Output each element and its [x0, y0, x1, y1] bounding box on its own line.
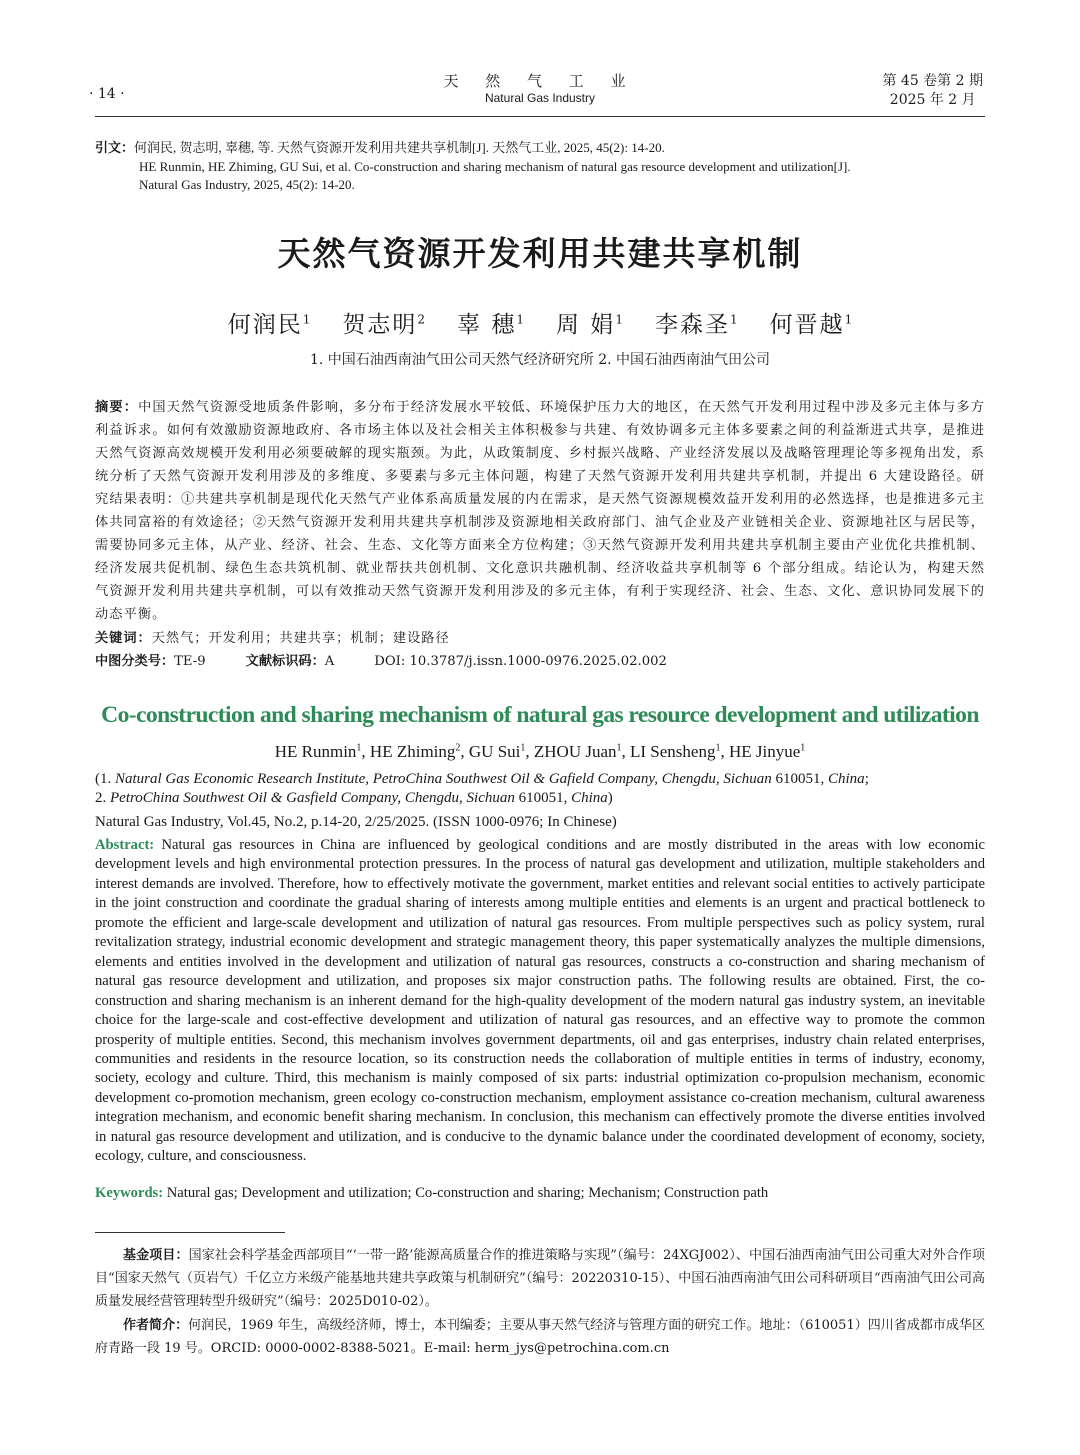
- author-en: LI Sensheng$^1$: [630, 742, 721, 761]
- funding-text: 国家社会科学基金西部项目“‘一带一路’能源高质量合作的推进策略与实现”（编号：24XGJ002）、中国石油西南油气田公司重大对外合作项目“国家天然气（页岩气）千亿立方米级产能基地共建共享政策与机制研究”（编号：20220310-15）、中国石油西南油气田公司科研项目“西南油气田公司高质量发展经营管理转型升级研究”（编号：2025D010-02）。: [95, 1248, 985, 1309]
- abstract-cn: [95, 396, 985, 626]
- author-en: HE Jinyue$^1$: [728, 742, 806, 761]
- author-list-cn: [95, 306, 985, 339]
- keywords-cn-text: 天然气；开发利用；共建共享；机制；建设路径: [151, 631, 450, 646]
- abstract-cn-label: 摘要：: [95, 400, 139, 415]
- citation-cn: 何润民, 贺志明, 辜穗, 等. 天然气资源开发利用共建共享机制[J]. 天然气工业, 2025, 45(2): 14-20.: [134, 140, 665, 155]
- keywords-cn: [95, 627, 985, 646]
- author-cn: 何润民$^1$: [227, 312, 311, 338]
- paper-title-en: Co-construction and sharing mechanism of natural gas resource development and utilization: [101, 702, 979, 728]
- doi-link[interactable]: DOI: 10.3787/j.issn.1000-0976.2025.02.002: [374, 654, 667, 669]
- citation-en-line2: Natural Gas Industry, 2025, 45(2): 14-20.: [139, 177, 355, 192]
- abstract-en: [95, 836, 985, 1167]
- issue-info: [882, 72, 983, 110]
- author-cn: 辜 穗$^1$: [457, 312, 524, 338]
- author-en: ZHOU Juan$^1$: [533, 742, 622, 761]
- author-cn: 李森圣$^1$: [654, 312, 738, 338]
- clc-value: TE-9: [174, 654, 206, 669]
- author-bio: [95, 1314, 985, 1360]
- abstract-en-text: Natural gas resources in China are influenced by geological conditions and are mostly distributed in the areas with low economic development levels and high environmental protection pressures. In the process of natural gas development and utilization, multiple stakeholders and interest demands are involved. Therefore, how to effectively motivate the government, market entities and relevant social entities to actively participate in the joint construction and coordinate the gradual sharing of interests among multiple entities and elements is an urgent and practical bottleneck to promote the efficient and large-scale development and utilization of natural gas resources. From multiple perspectives such as policy system, rural revitalization strategy, industrial economic development and strategic management theory, this paper systematically analyzes the multiple dimensions, elements and entities involved in the development and utilization of natural gas resources, constructs a co-construction and sharing mechanism of natural gas resource development and utilization, and proposes six major construction paths. The following results are obtained. First, the co-construction and sharing mechanism is an inherent demand for the high-quality development of the modern natural gas industry system, an inevitable choice for the large-scale and cost-effective development and utilization of natural gas resources, and an effective way to promote the common prosperity of multiple entities. Second, this mechanism involves government departments, oil and gas enterprises, industry chain related enterprises, communities and residents in the resource location, so its construction needs the collaboration of multiple entities in terms of industry, economy, society, ecology and culture. Third, this mechanism is mainly composed of six parts: industrial optimization co-propulsion mechanism, economic development co-promotion mechanism, green ecology co-construction mechanism, employment assistance co-creation mechanism, cultural awareness integration mechanism, and economic benefit sharing mechanism. In conclusion, this mechanism can effectively promote the diverse entities involved in natural gas resource development and utilization, and is conducive to the dynamic balance under the coordinated development of economy, society, ecology, culture, and consciousness.: [95, 837, 985, 1165]
- citation-block: [95, 139, 985, 194]
- author-en: HE Runmin$^1$: [274, 742, 362, 761]
- abstract-en-label: Abstract:: [95, 837, 155, 853]
- author-bio-label: 作者简介：: [123, 1318, 189, 1333]
- clc-label: 中图分类号：: [95, 654, 175, 669]
- affiliations-en: (1. Natural Gas Economic Research Institute, PetroChina Southwest Oil & Gafield Company, Chengdu, Sichuan 610051, China; 2. PetroChina Southwest Oil & Gasfield Company, Chengdu, Sichuan 610051, China): [95, 771, 869, 806]
- citation-label: 引文：: [95, 141, 135, 156]
- journal-info-en: Natural Gas Industry, Vol.45, No.2, p.14-20, 2/25/2025. (ISSN 1000-0976; In Chinese): [95, 814, 617, 830]
- funding-label: 基金项目：: [123, 1248, 189, 1263]
- running-header: [89, 72, 985, 117]
- funding-note: [95, 1244, 985, 1313]
- author-cn: 何晋越$^1$: [769, 312, 853, 338]
- paper-title-cn: 天然气资源开发利用共建共享机制: [277, 234, 803, 273]
- author-list-en: HE Runmin$^1$, HE Zhiming$^2$, GU Sui$^1$, ZHOU Juan$^1$, LI Sensheng$^1$, HE Jinyue$^1$: [274, 742, 806, 761]
- paper-page: [89, 0, 985, 1455]
- keywords-cn-label: 关键词：: [95, 631, 152, 646]
- header-rule: [95, 116, 985, 117]
- citation-en-line1: HE Runmin, HE Zhiming, GU Sui, et al. Co-construction and sharing mechanism of natural gas resource development and utilization[J].: [139, 159, 851, 174]
- journal-name-cn: 天 然 气 工 业: [443, 72, 637, 90]
- doc-code-value: A: [324, 654, 335, 669]
- author-en: HE Zhiming$^2$: [369, 742, 461, 761]
- abstract-cn-text: 中国天然气资源受地质条件影响，多分布于经济发展水平较低、环境保护压力大的地区，在天然气开发利用过程中涉及多元主体与多方利益诉求。如何有效激励资源地政府、各市场主体以及社会相关主体积极参与共建、有效协调多元主体多要素之间的利益渐进式共享，是推进天然气资源高效规模开发利用必须要破解的现实瓶颈。为此，从政策制度、乡村振兴战略、产业经济发展以及战略管理理论等多视角出发，系统分析了天然气资源开发利用涉及的多维度、多要素与多元主体问题，构建了天然气资源开发利用共建共享机制，并提出 6 大建设路径。研究结果表明：①共建共享机制是现代化天然气产业体系高质量发展的内在需求，是天然气资源规模效益开发利用的必然选择，也是推进多元主体共同富裕的有效途径；②天然气资源开发利用共建共享机制涉及资源地相关政府部门、油气企业及产业链相关企业、资源地社区与居民等，需要协同多元主体，从产业、经济、社会、生态、文化等方面来全方位构建；③天然气资源开发利用共建共享机制主要由产业优化共推机制、经济发展共促机制、绿色生态共筑机制、就业帮扶共创机制、文化意识共融机制、经济收益共享机制等 6 个部分组成。结论认为，构建天然气资源开发利用共建共享机制，可以有效推动天然气资源开发利用涉及的多元主体，有利于实现经济、社会、生态、文化、意识协同发展下的动态平衡。: [95, 400, 985, 622]
- footnote-rule: [95, 1232, 285, 1233]
- author-cn: 周 娟$^1$: [556, 312, 623, 338]
- affiliations-cn: 1. 中国石油西南油气田公司天然气经济研究所 2. 中国石油西南油气田公司: [309, 352, 771, 368]
- keywords-en-label: Keywords:: [95, 1185, 164, 1201]
- page-number: · 14 ·: [89, 86, 125, 102]
- author-cn: 贺志明$^2$: [342, 312, 426, 338]
- keywords-en-text: Natural gas; Development and utilization; Co-construction and sharing; Mechanism; Construction path: [166, 1185, 769, 1201]
- author-bio-text: 何润民，1969 年生，高级经济师，博士，本刊编委；主要从事天然气经济与管理方面的研究工作。地址：（610051）四川省成都市成华区府青路一段 19 号。ORCID: 0000-0002-8388-5021。E-mail: herm_jys@petrochina.com.cn: [95, 1318, 985, 1356]
- volume-issue: 第 45 卷第 2 期: [882, 73, 983, 89]
- issue-date: 2025 年 2 月: [889, 92, 976, 108]
- classification-line: [95, 650, 985, 669]
- doc-code-label: 文献标识码：: [245, 654, 325, 669]
- keywords-en: [95, 1185, 985, 1202]
- journal-name-en: Natural Gas Industry: [484, 91, 596, 105]
- journal-name: [95, 72, 985, 106]
- author-en: GU Sui$^1$: [468, 742, 526, 761]
